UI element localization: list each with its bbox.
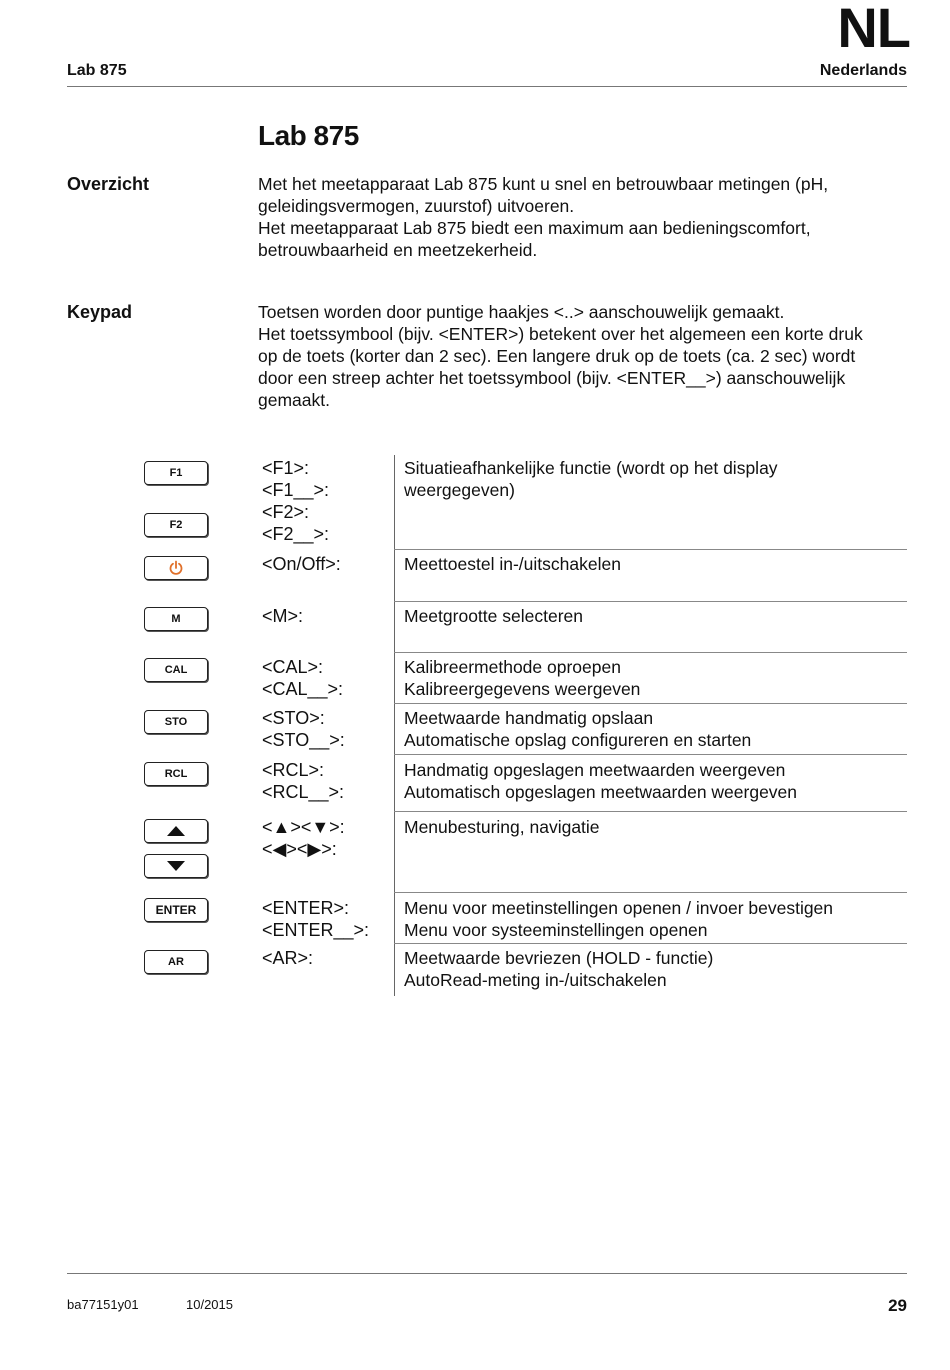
ar-key-label: AR (168, 956, 184, 968)
overview-line: geleidingsvermogen, zuurstof) uitvoeren. (258, 196, 575, 216)
row-separator (394, 811, 907, 812)
table-row-description (404, 897, 904, 941)
f2-key-label: F2 (169, 519, 183, 531)
description-line: AutoRead-meting in-/uitschakelen (404, 970, 667, 990)
description-line: Meettoestel in-/uitschakelen (404, 554, 621, 574)
overview-paragraph (258, 173, 908, 261)
keypad-heading: Keypad (67, 302, 133, 322)
key-label: <◀><▶>: (262, 839, 337, 859)
f1-key (144, 461, 208, 485)
table-row-keys (262, 707, 345, 751)
table-row-description (404, 759, 904, 803)
table-row-keys (262, 759, 344, 803)
description-line: Kalibreergegevens weergeven (404, 679, 641, 699)
row-separator (394, 943, 907, 944)
table-row-description (404, 816, 904, 838)
table-row-description (404, 707, 904, 751)
keypad-line: Het toetssymbool (bijv. <ENTER>) betekent over het algemeen een korte druk (258, 324, 863, 344)
description-line: Meetgrootte selecteren (404, 606, 583, 626)
keypad-line: Toetsen worden door puntige haakjes <..> aanschouwelijk gemaakt. (258, 302, 785, 322)
table-row-keys (262, 947, 313, 969)
description-line: Handmatig opgeslagen meetwaarden weergeven (404, 760, 786, 780)
table-row-description (404, 947, 904, 991)
rcl-key-label: RCL (164, 768, 188, 780)
sto-key-label: STO (164, 716, 188, 728)
row-separator (394, 652, 907, 653)
key-label: <▲><▼>: (262, 817, 345, 837)
m-key-label: M (171, 613, 181, 625)
description-line: Automatisch opgeslagen meetwaarden weergeven (404, 782, 798, 802)
footer-date: 10/2015 (186, 1297, 233, 1312)
rcl-key (144, 762, 208, 786)
key-label: <F2>: (262, 502, 310, 522)
down-key (144, 854, 208, 878)
arrow-down-icon (166, 860, 186, 872)
keypad-line: gemaakt. (258, 390, 330, 410)
key-label: <F1__>: (262, 480, 330, 500)
key-label: <AR>: (262, 948, 314, 968)
row-separator (394, 601, 907, 602)
keypad-line: door een streep achter het toetssymbool (bijv. <ENTER__>) aanschouwelijk (258, 368, 846, 388)
key-label: <ENTER__>: (262, 920, 370, 940)
table-row-keys (262, 816, 345, 860)
overview-line: betrouwbaarheid en meetzekerheid. (258, 240, 538, 260)
ar-key (144, 950, 208, 974)
key-label: <F1>: (262, 458, 310, 478)
key-label: <M>: (262, 606, 304, 626)
description-line: Menu voor systeeminstellingen openen (404, 920, 708, 940)
enter-key (144, 898, 208, 922)
keypad-line: op de toets (korter dan 2 sec). Een langere druk op de toets (ca. 2 sec) wordt (258, 346, 856, 366)
arrow-up-icon (166, 825, 186, 837)
table-row-description (404, 605, 904, 627)
power-icon (168, 560, 184, 576)
key-label: <F2__>: (262, 524, 330, 544)
on-off-key (144, 556, 208, 580)
f1-key-label: F1 (169, 467, 183, 479)
header-product: Lab 875 (67, 62, 127, 79)
header-rule (67, 86, 907, 87)
table-row-description (404, 553, 904, 575)
row-separator (394, 703, 907, 704)
row-separator (394, 892, 907, 893)
up-key (144, 819, 208, 843)
key-label: <CAL>: (262, 657, 324, 677)
page-title: Lab 875 (258, 120, 359, 151)
keypad-paragraph (258, 301, 908, 411)
sto-key (144, 710, 208, 734)
header-language: Nederlands (819, 62, 907, 79)
footer-doc-id: ba77151y01 (67, 1297, 139, 1312)
enter-key-label: ENTER (155, 903, 197, 917)
table-row-keys (262, 656, 343, 700)
overview-line: Met het meetapparaat Lab 875 kunt u snel en betrouwbaar metingen (pH, (258, 174, 829, 194)
cal-key (144, 658, 208, 682)
description-line: Menu voor meetinstellingen openen / invoer bevestigen (404, 898, 834, 918)
key-label: <On/Off>: (262, 554, 341, 574)
footer-rule (67, 1273, 907, 1274)
description-line: Meetwaarde handmatig opslaan (404, 708, 654, 728)
table-row-description (404, 457, 904, 501)
key-label: <RCL>: (262, 760, 325, 780)
row-separator (394, 549, 907, 550)
description-line: Menubesturing, navigatie (404, 817, 600, 837)
key-label: <STO__>: (262, 730, 345, 750)
table-row-keys (262, 897, 369, 941)
language-code: NL (837, 0, 910, 59)
description-line: Situatieafhankelijke functie (wordt op het display (404, 458, 778, 478)
table-divider (394, 455, 395, 996)
overview-heading: Overzicht (67, 174, 150, 194)
m-key (144, 607, 208, 631)
table-row-keys (262, 457, 329, 545)
description-line: Meetwaarde bevriezen (HOLD - functie) (404, 948, 714, 968)
description-line: Kalibreermethode oproepen (404, 657, 621, 677)
overview-line: Het meetapparaat Lab 875 biedt een maximum aan bedieningscomfort, (258, 218, 811, 238)
cal-key-label: CAL (164, 664, 188, 676)
key-label: <CAL__>: (262, 679, 344, 699)
key-label: <STO>: (262, 708, 325, 728)
table-row-keys (262, 553, 341, 575)
description-line: weergegeven) (404, 480, 515, 500)
key-label: <ENTER>: (262, 898, 350, 918)
description-line: Automatische opslag configureren en starten (404, 730, 752, 750)
table-row-description (404, 656, 904, 700)
key-label: <RCL__>: (262, 782, 345, 802)
page-number: 29 (888, 1296, 907, 1315)
row-separator (394, 754, 907, 755)
table-row-keys (262, 605, 303, 627)
f2-key (144, 513, 208, 537)
